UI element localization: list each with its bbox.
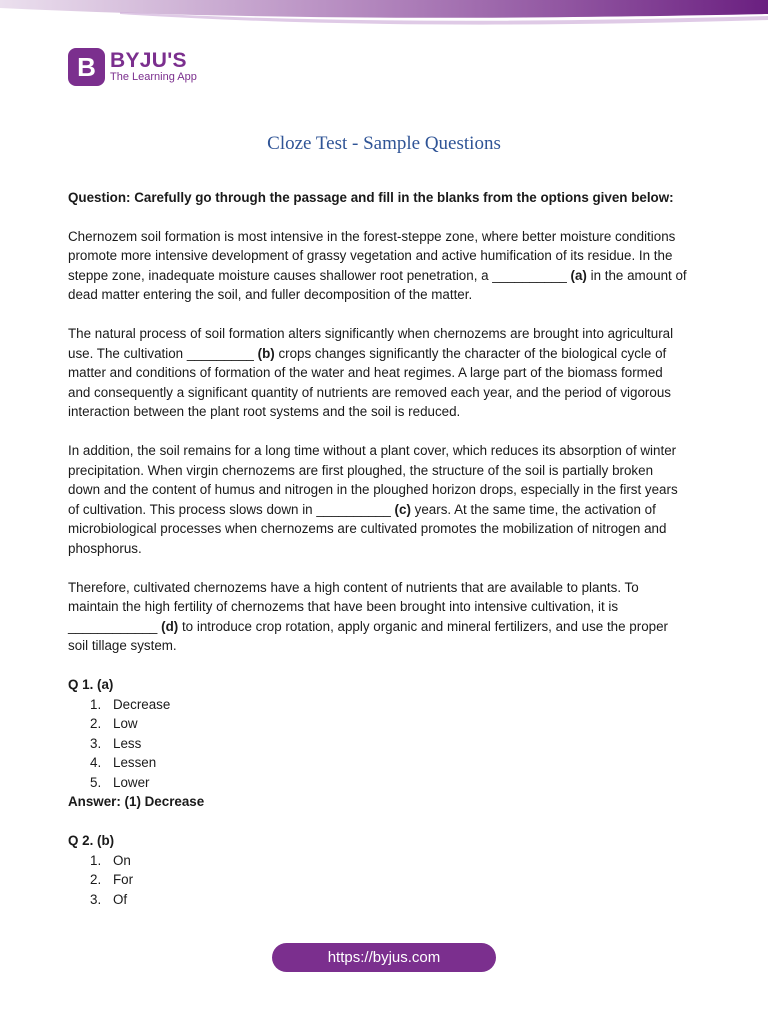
answer-text: Answer: (1) Decrease bbox=[68, 794, 205, 809]
list-item: 1. Decrease bbox=[90, 696, 171, 712]
document-body bbox=[68, 188, 688, 909]
question-heading: Question: Carefully go through the passage and fill in the blanks from the options given below: bbox=[68, 190, 674, 205]
brand-tagline: The Learning App bbox=[110, 70, 197, 83]
header-swoosh bbox=[0, 0, 768, 30]
question-label: Q 2. (b) bbox=[68, 833, 115, 848]
brand-name: BYJU'S bbox=[110, 48, 187, 72]
list-item: 5. Lower bbox=[90, 774, 150, 790]
list-item: 3. Less bbox=[90, 735, 142, 751]
passage-paragraph-1: Chernozem soil formation is most intensive in the forest-steppe zone, where better moisture conditions promote more intensive development of grassy vegetation and active humification of its residue. In the steppe zone, inadequate moisture causes shallower root penetration, a __________ (a) in the amount of dead matter entering the soil, and fuller decomposition of the matter. bbox=[68, 228, 687, 302]
footer-url-link[interactable]: https://byjus.com bbox=[272, 943, 496, 972]
passage-paragraph-4: Therefore, cultivated chernozems have a high content of nutrients that are available to plants. To maintain the high fertility of chernozems that have been brought into intensive cultivation, it is ____________ (d) to introduce crop rotation, apply organic and mineral fertilizers, and use the proper soil tillage system. bbox=[68, 579, 669, 653]
option-list bbox=[90, 851, 688, 910]
blank-marker-c: (c) bbox=[394, 501, 411, 517]
blank-marker-b: (b) bbox=[257, 345, 275, 361]
blank-marker-a: (a) bbox=[570, 267, 587, 283]
list-item: 3. Of bbox=[90, 891, 128, 907]
list-item: 1. On bbox=[90, 852, 131, 868]
page-title: Cloze Test - Sample Questions bbox=[267, 133, 501, 154]
question-block-2 bbox=[68, 831, 688, 909]
question-label: Q 1. (a) bbox=[68, 677, 114, 692]
brand-text bbox=[110, 48, 197, 84]
list-item: 2. Low bbox=[90, 716, 138, 731]
list-item: 2. For bbox=[90, 872, 134, 887]
brand-logo[interactable] bbox=[68, 46, 197, 88]
brand-mark-icon: B bbox=[68, 48, 105, 86]
passage-paragraph-3: In addition, the soil remains for a long time without a plant cover, which reduces its absorption of winter precipitation. When virgin chernozems are first ploughed, the structure of the soil is partially broken down and the content of humus and nitrogen in the ploughed horizon drops, especially in the first years of cultivation. This process slows down in __________ (c) years. At the same time, the activation of microbiological processes when chernozems are cultivated promotes the mobilization of nitrogen and phosphorus. bbox=[68, 443, 678, 556]
question-block-1 bbox=[68, 675, 688, 812]
list-item: 4. Lessen bbox=[90, 755, 157, 770]
option-list bbox=[90, 695, 688, 793]
passage-paragraph-2: The natural process of soil formation alters significantly when chernozems are brought into agricultural use. The cultivation _________ (b) crops changes significantly the character of the biological cycle of matter and conditions of formation of the water and heat regimes. A large part of the biomass formed and consequently a significant quantity of nutrients are removed each year, and the period of vigorous interaction between the plant root systems and the soil is reduced. bbox=[68, 326, 674, 419]
blank-marker-d: (d) bbox=[161, 618, 179, 634]
